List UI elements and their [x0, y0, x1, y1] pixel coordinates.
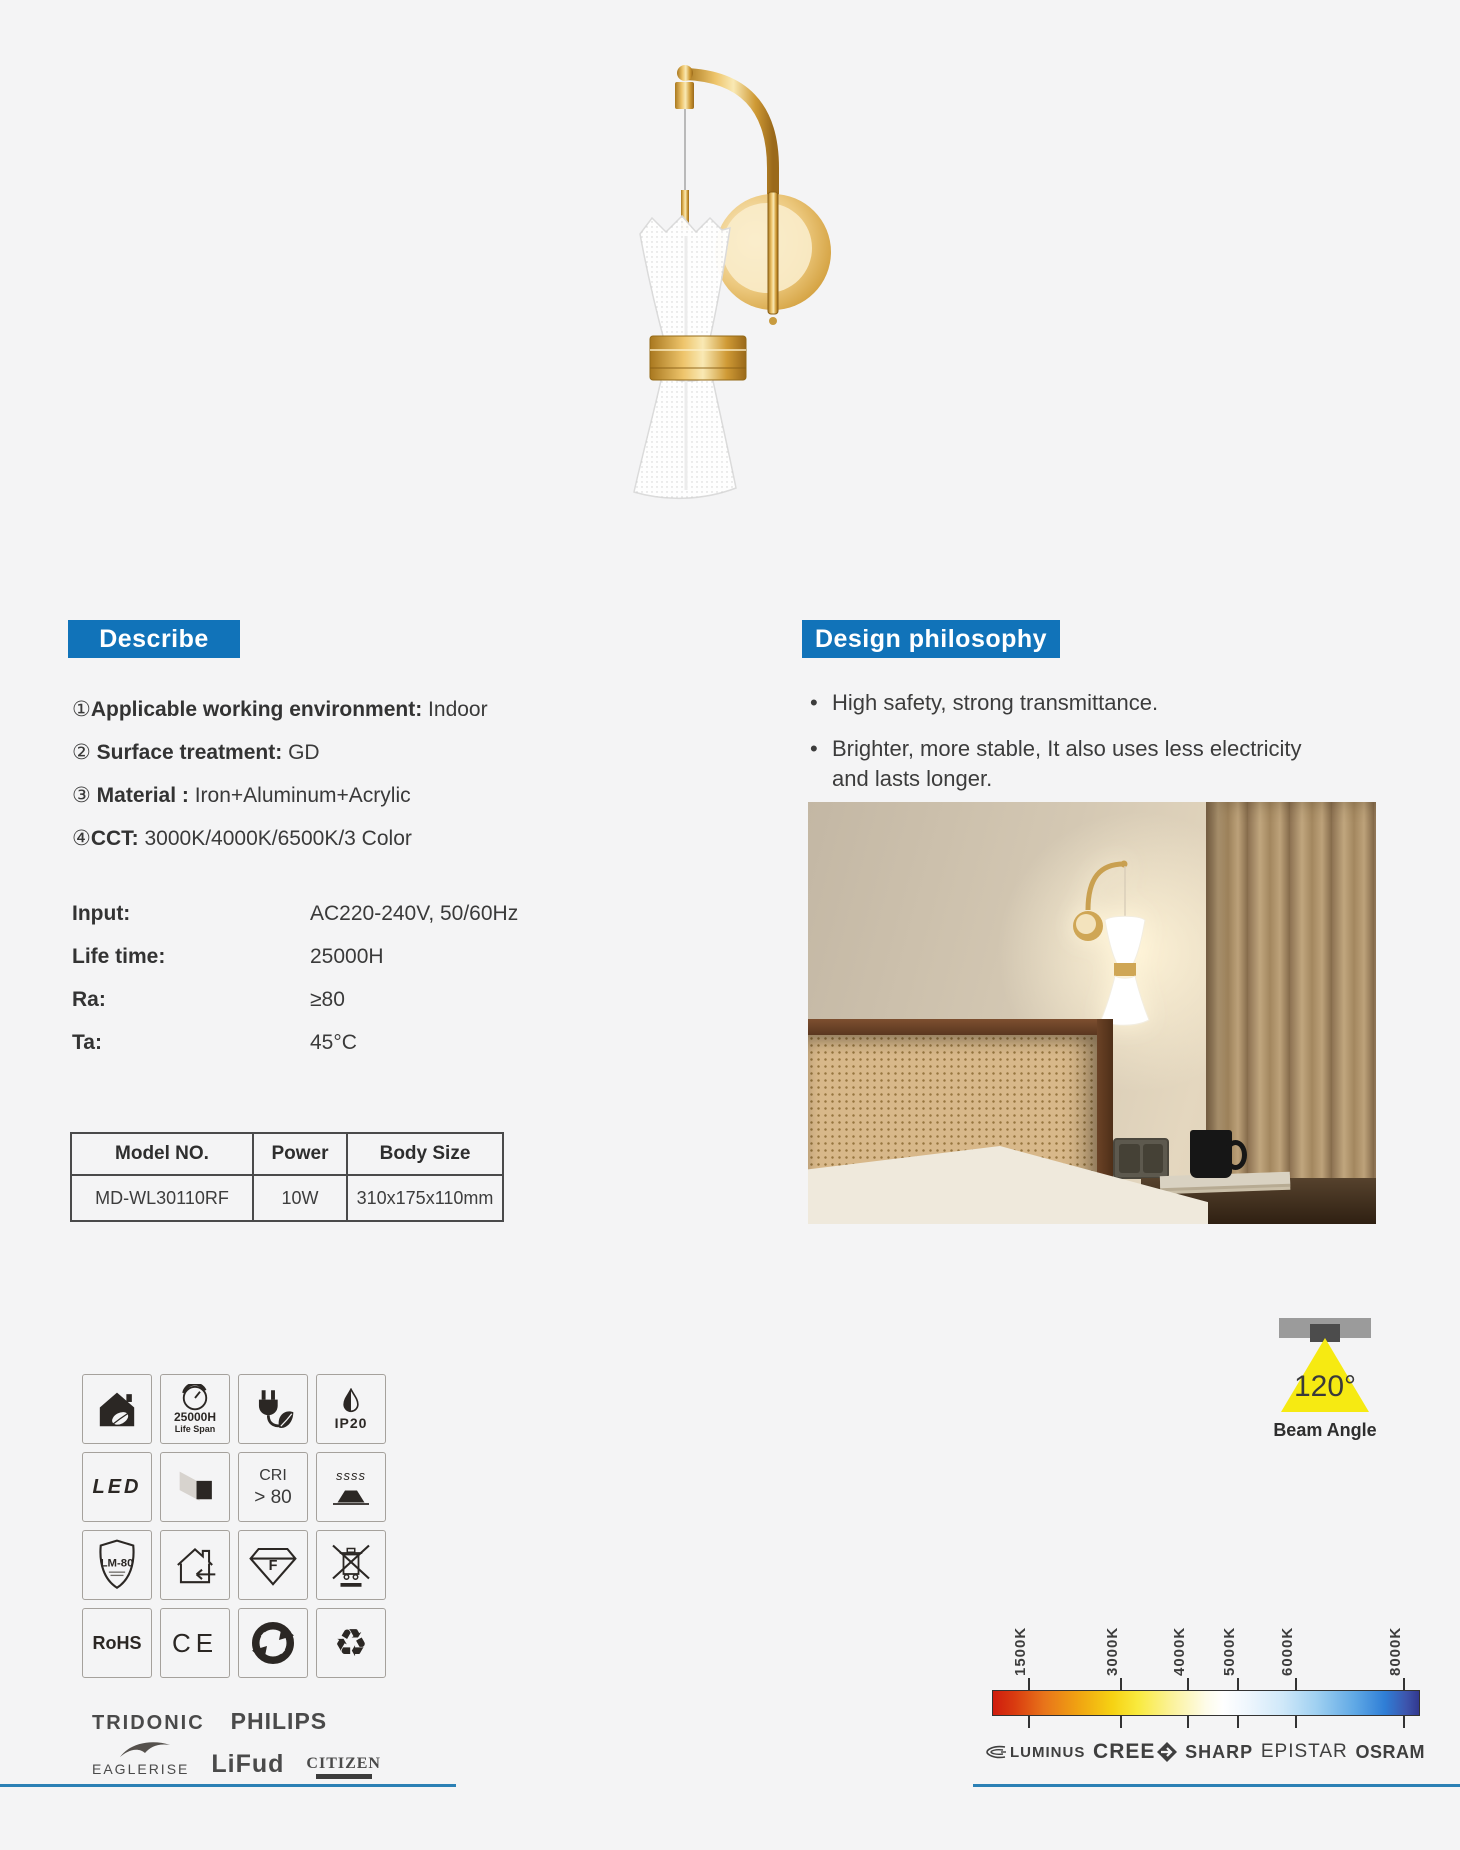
citizen-logo: CITIZEN — [306, 1755, 381, 1779]
item-value: Iron+Aluminum+Acrylic — [188, 784, 411, 807]
cri-label: CRI — [259, 1467, 287, 1484]
spec-row — [72, 935, 518, 978]
beam-angle-label: Beam Angle — [1273, 1420, 1377, 1440]
f-mark-diamond-icon — [238, 1530, 308, 1600]
cct-tick-label: 3000K — [1103, 1626, 1121, 1676]
lm80-label: LM-80 — [100, 1557, 134, 1570]
osram-logo: OSRAM — [1355, 1741, 1425, 1762]
wall-socket — [1113, 1138, 1169, 1179]
col-header-power: Power — [253, 1133, 347, 1175]
ip20-label: IP20 — [334, 1414, 368, 1431]
spec-label: Ra: — [72, 987, 106, 1011]
cri-icon — [238, 1452, 308, 1522]
cree-logo: CREE — [1093, 1740, 1177, 1764]
wall-lamp-illustration — [590, 40, 870, 500]
recycle-glyph: ♻ — [333, 1621, 369, 1665]
spec-value: 25000H — [310, 944, 384, 968]
spec-label: Input: — [72, 901, 131, 925]
ip20-icon — [316, 1374, 386, 1444]
spec-value: ≥80 — [310, 987, 345, 1011]
eaglerise-logo: EAGLERISE — [92, 1747, 189, 1779]
spec-value: 45°C — [310, 1030, 357, 1054]
design-section-title: Design philosophy — [802, 620, 1060, 658]
weee-bin-icon — [316, 1530, 386, 1600]
describe-section-title: Describe — [68, 620, 240, 658]
eco-plug-icon — [238, 1374, 308, 1444]
recycle-icon — [316, 1608, 386, 1678]
describe-item — [72, 688, 488, 731]
item-number: ① — [72, 698, 91, 721]
wall-washer-icon — [160, 1452, 230, 1522]
certification-badge-grid — [82, 1374, 386, 1678]
ce-label: CE — [171, 1627, 219, 1658]
lifespan-text-label: Life Span — [174, 1424, 216, 1434]
color-temperature-scale — [992, 1590, 1422, 1740]
item-number: ④ — [72, 827, 91, 850]
indoor-eco-house-icon — [82, 1374, 152, 1444]
cell-bodysize: 310x175x110mm — [347, 1175, 503, 1221]
rohs-icon — [82, 1608, 152, 1678]
philips-logo: PHILIPS — [230, 1708, 328, 1734]
spec-row — [72, 978, 518, 1021]
item-label: Surface treatment: — [96, 741, 283, 764]
spec-label: Life time: — [72, 944, 166, 968]
col-header-model: Model NO. — [71, 1133, 253, 1175]
cct-tick-label: 5000K — [1220, 1626, 1238, 1676]
green-dot-icon — [238, 1608, 308, 1678]
item-label: Applicable working environment: — [90, 698, 423, 721]
luminus-logo: LUMINUS — [985, 1744, 1085, 1761]
item-value: GD — [282, 741, 320, 764]
cct-tick-label: 6000K — [1278, 1626, 1296, 1676]
black-mug — [1190, 1130, 1232, 1178]
cell-power: 10W — [253, 1175, 347, 1221]
led-label: LED — [92, 1475, 142, 1498]
beam-angle-value: 120° — [1293, 1370, 1357, 1403]
design-bullet: • High safety, strong transmittance. — [808, 688, 1326, 718]
spec-value: AC220-240V, 50/60Hz — [310, 901, 519, 925]
design-bullet-list — [808, 688, 1326, 810]
lifud-logo: LiFud — [211, 1750, 285, 1778]
spec-list — [72, 892, 518, 1064]
bottom-rule-left — [0, 1784, 456, 1787]
cree-diamond-icon — [1157, 1742, 1177, 1762]
describe-list — [72, 688, 488, 860]
spec-row — [72, 1021, 518, 1064]
heat-suitable-icon — [316, 1452, 386, 1522]
item-label: Material : — [96, 784, 189, 807]
item-number: ② — [72, 741, 97, 764]
driver-brand-logos — [92, 1708, 412, 1779]
item-label: CCT: — [90, 827, 139, 850]
cct-tick-label: 4000K — [1170, 1626, 1188, 1676]
item-value: 3000K/4000K/6500K/3 Color — [138, 827, 412, 850]
cri-value: > 80 — [254, 1487, 292, 1508]
model-table — [70, 1132, 504, 1222]
application-room-photo — [808, 802, 1376, 1224]
headboard-wood-rail — [808, 1019, 1113, 1035]
table-header-row — [71, 1133, 503, 1175]
ce-icon — [160, 1608, 230, 1678]
item-number: ③ — [72, 784, 97, 807]
spec-row — [72, 892, 518, 935]
sharp-logo: SHARP — [1185, 1741, 1254, 1762]
rohs-label: RoHS — [92, 1632, 142, 1653]
indoor-use-house-icon — [160, 1530, 230, 1600]
luminus-swoosh-icon — [985, 1744, 1007, 1760]
lifespan-icon — [160, 1374, 230, 1444]
epistar-logo: EPISTAR — [1260, 1741, 1348, 1762]
tridonic-logo: TRIDONIC — [92, 1712, 205, 1734]
describe-item — [72, 731, 488, 774]
cct-tick-label: 8000K — [1386, 1626, 1404, 1676]
spec-label: Ta: — [72, 1030, 102, 1054]
lifespan-hours-label: 25000H — [173, 1410, 217, 1424]
product-photo-wall-lamp — [590, 40, 870, 505]
cct-gradient-bar — [992, 1690, 1420, 1716]
describe-item — [72, 774, 488, 817]
design-bullet: • Brighter, more stable, It also uses less electricity and lasts longer. — [808, 734, 1326, 794]
table-row — [71, 1175, 503, 1221]
col-header-bodysize: Body Size — [347, 1133, 503, 1175]
heat-squiggles: ssss — [336, 1467, 366, 1483]
f-mark-label: F — [268, 1557, 278, 1574]
bottom-rule-right — [973, 1784, 1460, 1787]
eagle-swoosh-icon — [118, 1739, 188, 1759]
led-chip-brand-logos — [985, 1740, 1425, 1764]
describe-item — [72, 817, 488, 860]
led-icon — [82, 1452, 152, 1522]
item-value: Indoor — [422, 698, 488, 721]
cell-model: MD-WL30110RF — [71, 1175, 253, 1221]
lm80-shield-icon — [82, 1530, 152, 1600]
cct-tick-label: 1500K — [1011, 1626, 1029, 1676]
beam-angle-figure — [1273, 1316, 1377, 1448]
